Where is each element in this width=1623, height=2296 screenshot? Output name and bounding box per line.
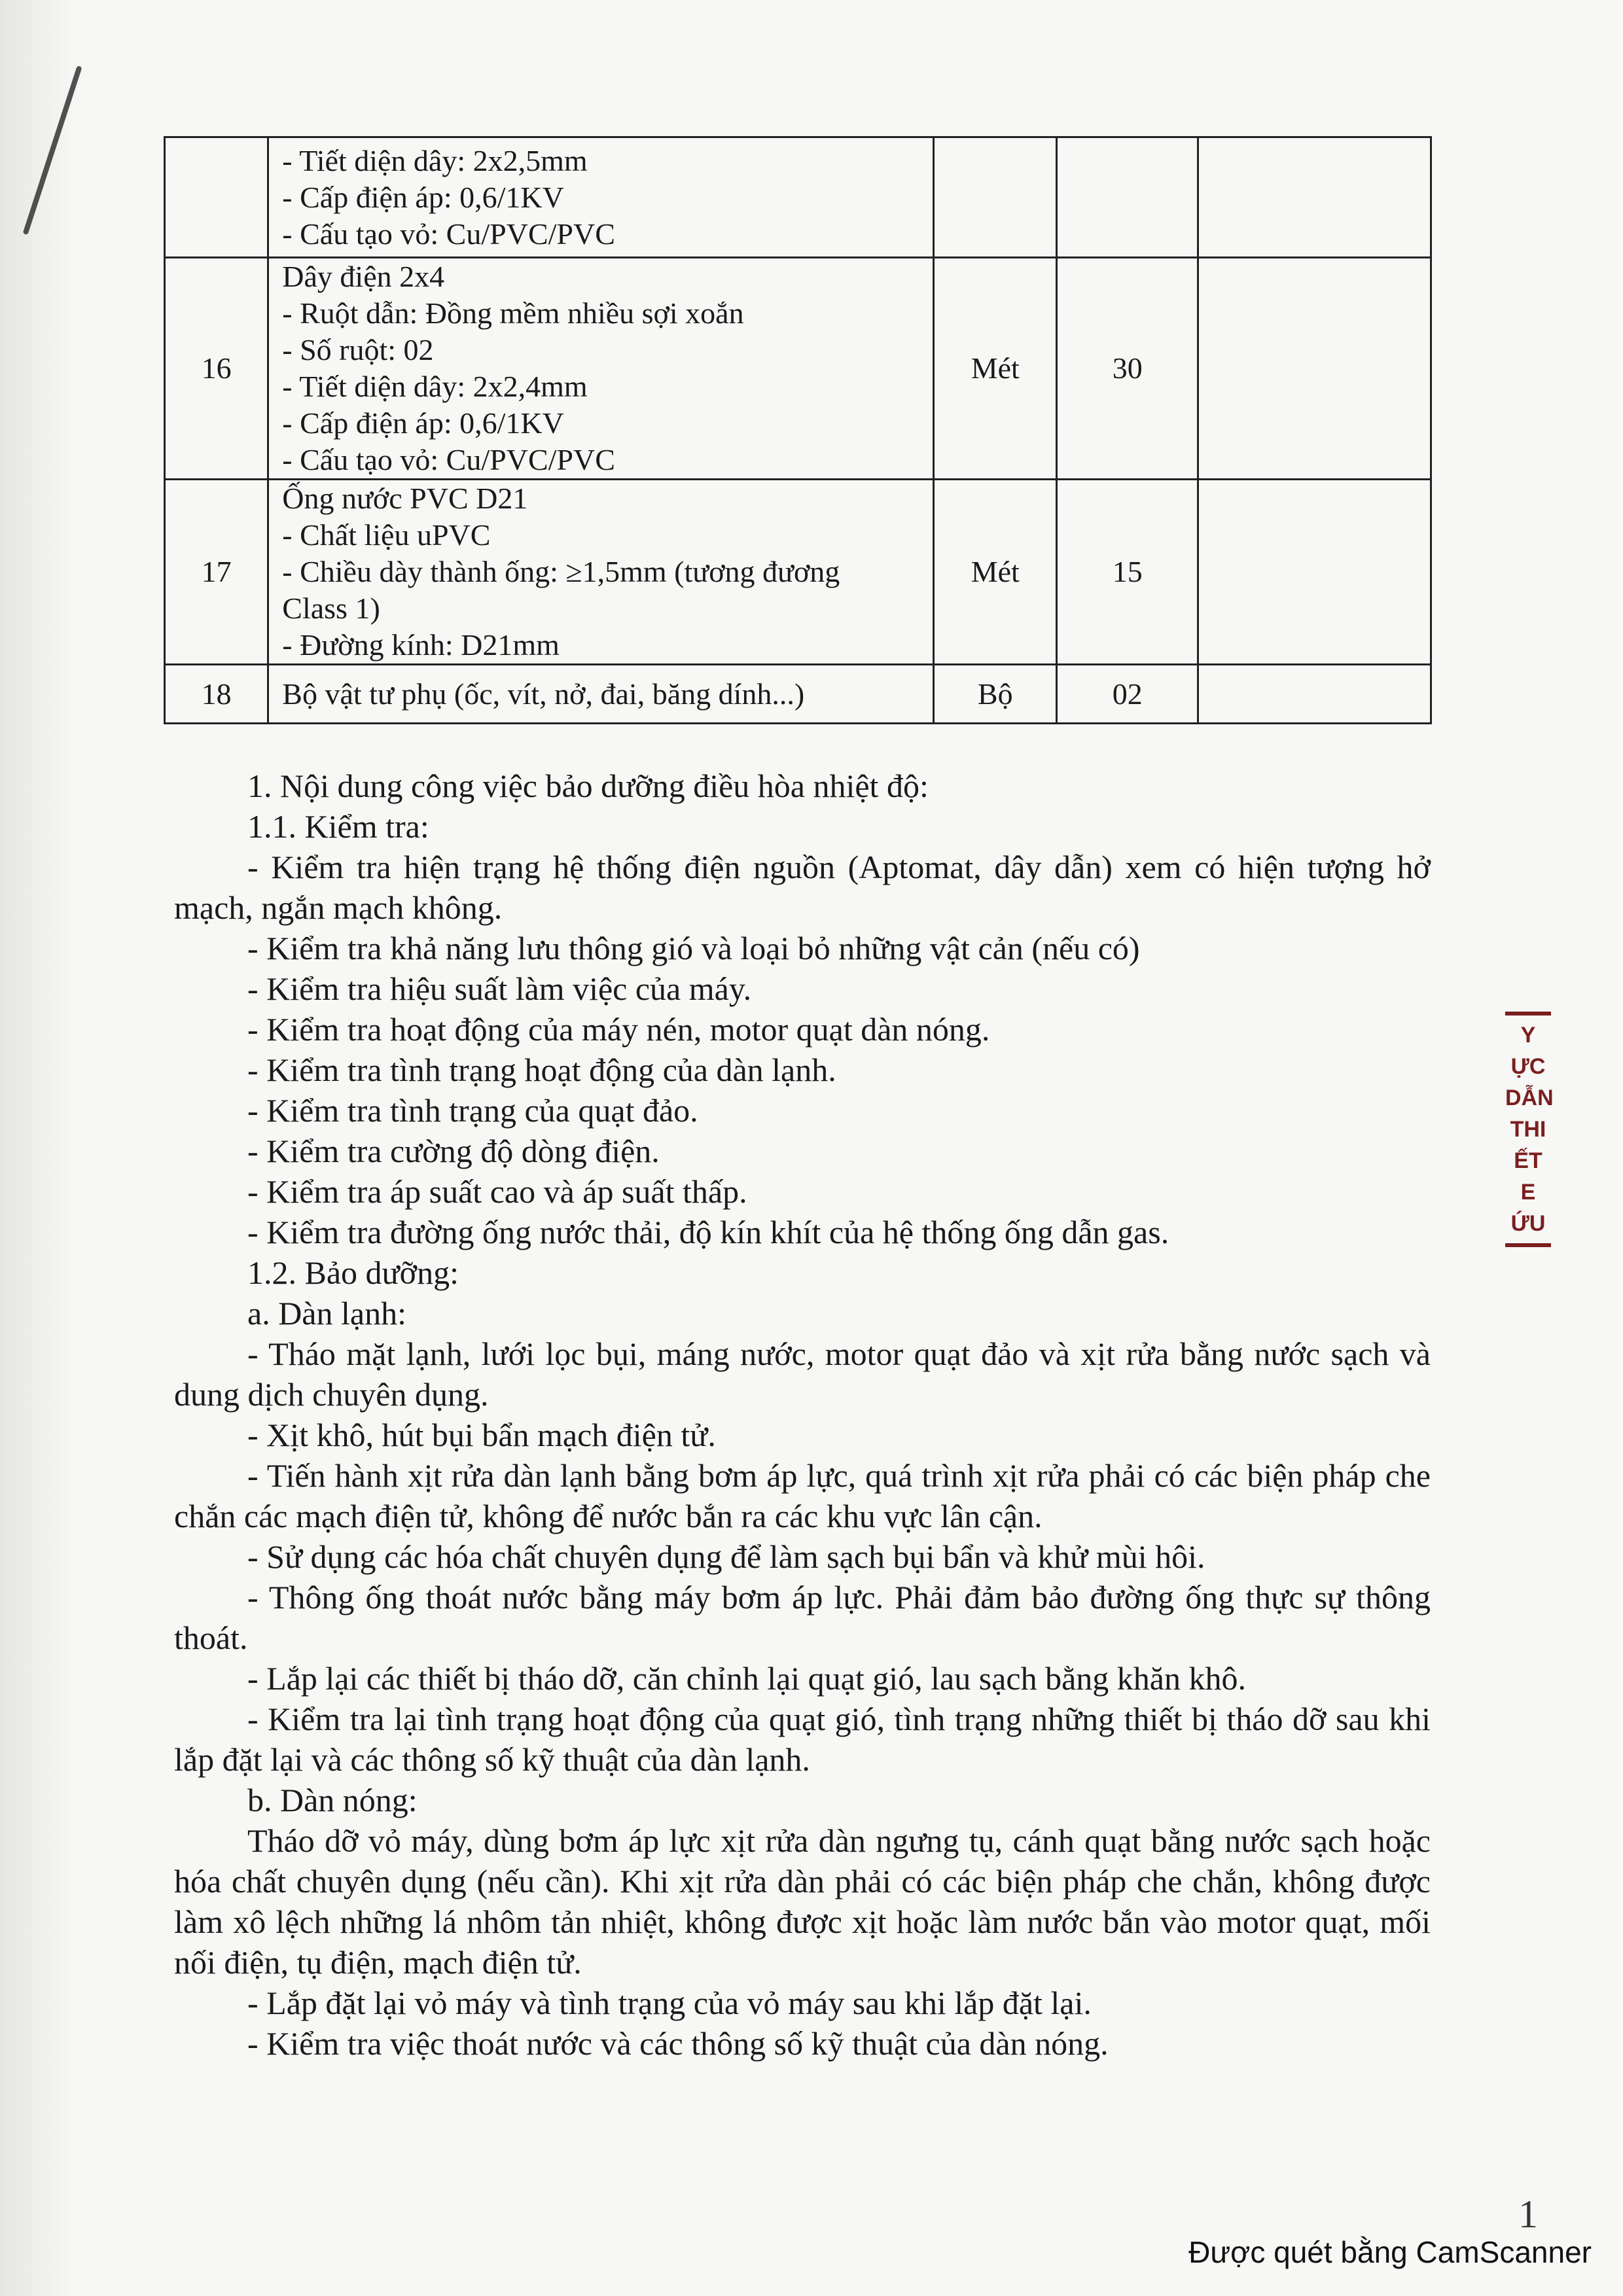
list-item: - Kiểm tra tình trạng hoạt động của dàn lạnh. [247, 1051, 836, 1088]
page-mark: 1 [1518, 2193, 1538, 2236]
list-item: - Lắp lại các thiết bị tháo dỡ, căn chỉnh lại quạt gió, lau sạch bằng khăn khô. [247, 1660, 1246, 1697]
description-line: - Số ruột: 02 [282, 333, 434, 366]
item-unit [934, 137, 1057, 258]
item-description [268, 480, 934, 665]
list-item: - Kiểm tra đường ống nước thải, độ kín khít của hệ thống ống dẫn gas. [247, 1214, 1169, 1250]
indoor-unit-list [174, 1333, 1431, 1780]
scan-shadow [0, 0, 79, 2296]
list-item: - Kiểm tra áp suất cao và áp suất thấp. [247, 1173, 747, 1210]
item-quantity: 15 [1057, 480, 1198, 665]
description-line: Class 1) [282, 592, 380, 625]
list-item: - Kiểm tra khả năng lưu thông gió và loại bỏ những vật cản (nếu có) [247, 930, 1140, 966]
item-note [1198, 480, 1431, 665]
item-unit: Bộ [934, 665, 1057, 724]
part-title: a. Dàn lạnh: [247, 1295, 406, 1332]
list-item: - Kiểm tra cường độ dòng điện. [247, 1133, 660, 1169]
item-unit: Mét [934, 480, 1057, 665]
row-number: 16 [165, 258, 268, 480]
description-line: - Chất liệu uPVC [282, 518, 491, 552]
part-title: b. Dàn nóng: [247, 1782, 418, 1818]
list-item: - Kiểm tra hoạt động của máy nén, motor quạt dàn nóng. [247, 1011, 990, 1048]
inspection-list [174, 847, 1431, 1252]
list-item: - Lắp đặt lại vỏ máy và tình trạng của vỏ máy sau khi lắp đặt lại. [247, 1985, 1092, 2021]
description-line: Dây điện 2x4 [282, 260, 445, 293]
description-line: Bộ vật tư phụ (ốc, vít, nở, đai, băng dính...) [282, 677, 805, 711]
stamp-text: ẾT E [1514, 1148, 1543, 1205]
section-heading: 1. Nội dung công việc bảo dưỡng điều hòa nhiệt độ: [247, 768, 929, 804]
item-note [1198, 258, 1431, 480]
stamp-text: THI [1510, 1117, 1546, 1142]
list-item: - Kiểm tra tình trạng của quạt đảo. [247, 1092, 698, 1129]
list-item: - Kiểm tra việc thoát nước và các thông số kỹ thuật của dàn nóng. [247, 2025, 1109, 2062]
description-line: - Đường kính: D21mm [282, 628, 560, 662]
list-item: - Sử dụng các hóa chất chuyên dụng để làm sạch bụi bẩn và khử mùi hôi. [247, 1538, 1205, 1575]
stamp-text: ỰC [1510, 1054, 1546, 1079]
item-description [268, 137, 934, 258]
stamp-text: ỨU [1510, 1211, 1546, 1236]
item-quantity: 02 [1057, 665, 1198, 724]
maintenance-content [174, 766, 1431, 2064]
row-number: 18 [165, 665, 268, 724]
item-note [1198, 137, 1431, 258]
item-unit: Mét [934, 258, 1057, 480]
description-line: - Tiết diện dây: 2x2,4mm [282, 370, 588, 403]
stamp-text: DẪN [1505, 1086, 1554, 1110]
description-line: Ống nước PVC D21 [282, 482, 528, 515]
table-row [165, 665, 1431, 724]
item-quantity [1057, 137, 1198, 258]
list-item: - Kiểm tra lại tình trạng hoạt động của quạt gió, tình trạng những thiết bị tháo dỡ sau khi lắp đặt lại và các thông số kỹ thuật của dàn lạnh. [174, 1701, 1431, 1778]
description-line: - Ruột dẫn: Đồng mềm nhiều sợi xoắn [282, 296, 744, 330]
item-description [268, 665, 934, 724]
description-line: - Cấp điện áp: 0,6/1KV [282, 406, 564, 440]
subsection-title: 1.1. Kiểm tra: [247, 808, 429, 845]
list-item: - Kiểm tra hiện trạng hệ thống điện nguồn (Aptomat, dây dẫn) xem có hiện tượng hở mạch, ngắn mạch không. [174, 849, 1431, 926]
outdoor-unit-paragraph: Tháo dỡ vỏ máy, dùng bơm áp lực xịt rửa dàn ngưng tụ, cánh quạt bằng nước sạch hoặc hóa chất chuyên dụng (nếu cần). Khi xịt rửa dàn phải có các biện pháp che chắn, không được làm xô lệch những lá nhôm tản nhiệt, không được xịt hoặc làm nước bắn vào motor quạt, mối nối điện, tụ điện, mạch điện tử. [174, 1822, 1431, 1981]
row-number [165, 137, 268, 258]
item-note [1198, 665, 1431, 724]
description-line: - Cấu tạo vỏ: Cu/PVC/PVC [282, 217, 615, 251]
subsection-title: 1.2. Bảo dưỡng: [247, 1254, 459, 1291]
stamp-text: Y [1520, 1023, 1536, 1048]
camscanner-watermark: Được quét bằng CamScanner [1188, 2235, 1592, 2269]
description-line: - Tiết diện dây: 2x2,5mm [282, 143, 588, 177]
item-quantity: 30 [1057, 258, 1198, 480]
list-item: - Thông ống thoát nước bằng máy bơm áp lực. Phải đảm bảo đường ống thực sự thông thoát. [174, 1579, 1431, 1656]
list-item: - Tiến hành xịt rửa dàn lạnh bằng bơm áp lực, quá trình xịt rửa phải có các biện pháp che chắn các mạch điện tử, không để nước bắn ra các khu vực lân cận. [174, 1457, 1431, 1534]
outdoor-unit-list [174, 1983, 1431, 2064]
table-row [165, 480, 1431, 665]
stamp [1505, 1008, 1554, 1251]
item-description [268, 258, 934, 480]
list-item: - Kiểm tra hiệu suất làm việc của máy. [247, 970, 752, 1007]
description-line: - Cấp điện áp: 0,6/1KV [282, 180, 564, 214]
description-line: - Chiều dày thành ống: ≥1,5mm (tương đương [282, 555, 840, 588]
row-number: 17 [165, 480, 268, 665]
table-row [165, 258, 1431, 480]
list-item: - Tháo mặt lạnh, lưới lọc bụi, máng nước, motor quạt đảo và xịt rửa bằng nước sạch và dung dịch chuyên dụng. [174, 1335, 1431, 1413]
list-item: - Xịt khô, hút bụi bẩn mạch điện tử. [247, 1417, 716, 1453]
description-line: - Cấu tạo vỏ: Cu/PVC/PVC [282, 443, 615, 476]
materials-table [164, 136, 1432, 724]
table-row [165, 137, 1431, 258]
